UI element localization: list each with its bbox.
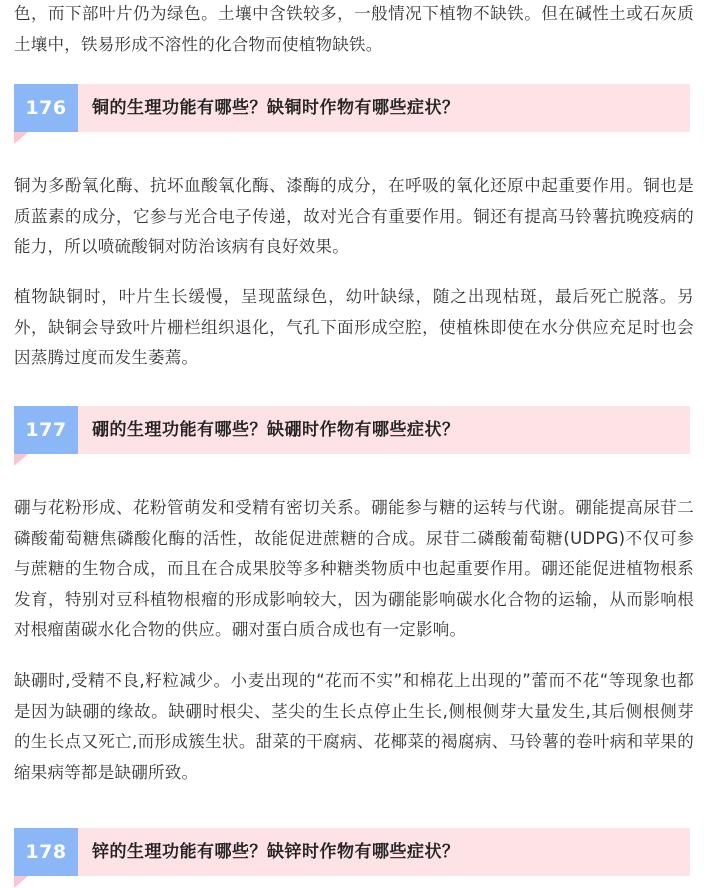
intro-paragraph: 色，而下部叶片仍为绿色。土壤中含铁较多，一般情况下植物不缺铁。但在碱性土或石灰质土壤中，铁易形成不溶性的化合物而使植物缺铁。	[14, 4, 694, 54]
paragraph-177-2: 缺硼时,受精不良,籽粒减少。小麦出现的“花而不实”和棉花上出现的”蕾而不花“等现象也都是因为缺硼的缘故。缺硼时根尖、茎尖的生长点停止生长,侧根侧芽大量发生,其后侧根侧芽的生长点又死亡,而形成簇生状。甜菜的干腐病、花椰菜的褐腐病、马铃薯的卷叶病和苹果的缩果病等都是缺硼所致。	[14, 671, 694, 782]
badge-tail	[14, 876, 28, 888]
question-header-176	[14, 84, 690, 132]
badge-tail	[14, 132, 28, 144]
question-header-178	[14, 828, 690, 876]
question-title: 硼的生理功能有哪些？缺硼时作物有哪些症状？	[92, 420, 460, 440]
question-number-badge: 177	[14, 406, 78, 454]
question-number-badge: 178	[14, 828, 78, 876]
question-title: 锌的生理功能有哪些？缺锌时作物有哪些症状？	[92, 842, 460, 862]
question-number-badge: 176	[14, 84, 78, 132]
paragraph-176-1: 铜为多酚氧化酶、抗坏血酸氧化酶、漆酶的成分，在呼吸的氧化还原中起重要作用。铜也是质蓝素的成分，它参与光合电子传递，故对光合有重要作用。铜还有提高马铃薯抗晚疫病的能力，所以喷硫酸铜对防治该病有良好效果。	[14, 176, 694, 256]
paragraph-177-1: 硼与花粉形成、花粉管萌发和受精有密切关系。硼能参与糖的运转与代谢。硼能提高尿苷二磷酸葡萄糖焦磷酸化酶的活性，故能促进蔗糖的合成。尿苷二磷酸葡萄糖(UDPG)不仅可参与蔗糖的生物合成，而且在合成果胶等多种糖类物质中也起重要作用。硼还能促进植物根系发育，特别对豆科植物根瘤的形成影响较大，因为硼能影响碳水化合物的运输，从而影响根对根瘤菌碳水化合物的供应。硼对蛋白质合成也有一定影响。	[14, 498, 694, 639]
question-title: 铜的生理功能有哪些？缺铜时作物有哪些症状？	[92, 98, 460, 118]
paragraph-176-2: 植物缺铜时，叶片生长缓慢，呈现蓝绿色，幼叶缺绿，随之出现枯斑，最后死亡脱落。另外，缺铜会导致叶片栅栏组织退化，气孔下面形成空腔，使植株即使在水分供应充足时也会因蒸腾过度而发生萎蔫。	[14, 287, 694, 367]
question-header-177	[14, 406, 690, 454]
badge-tail	[14, 454, 28, 466]
